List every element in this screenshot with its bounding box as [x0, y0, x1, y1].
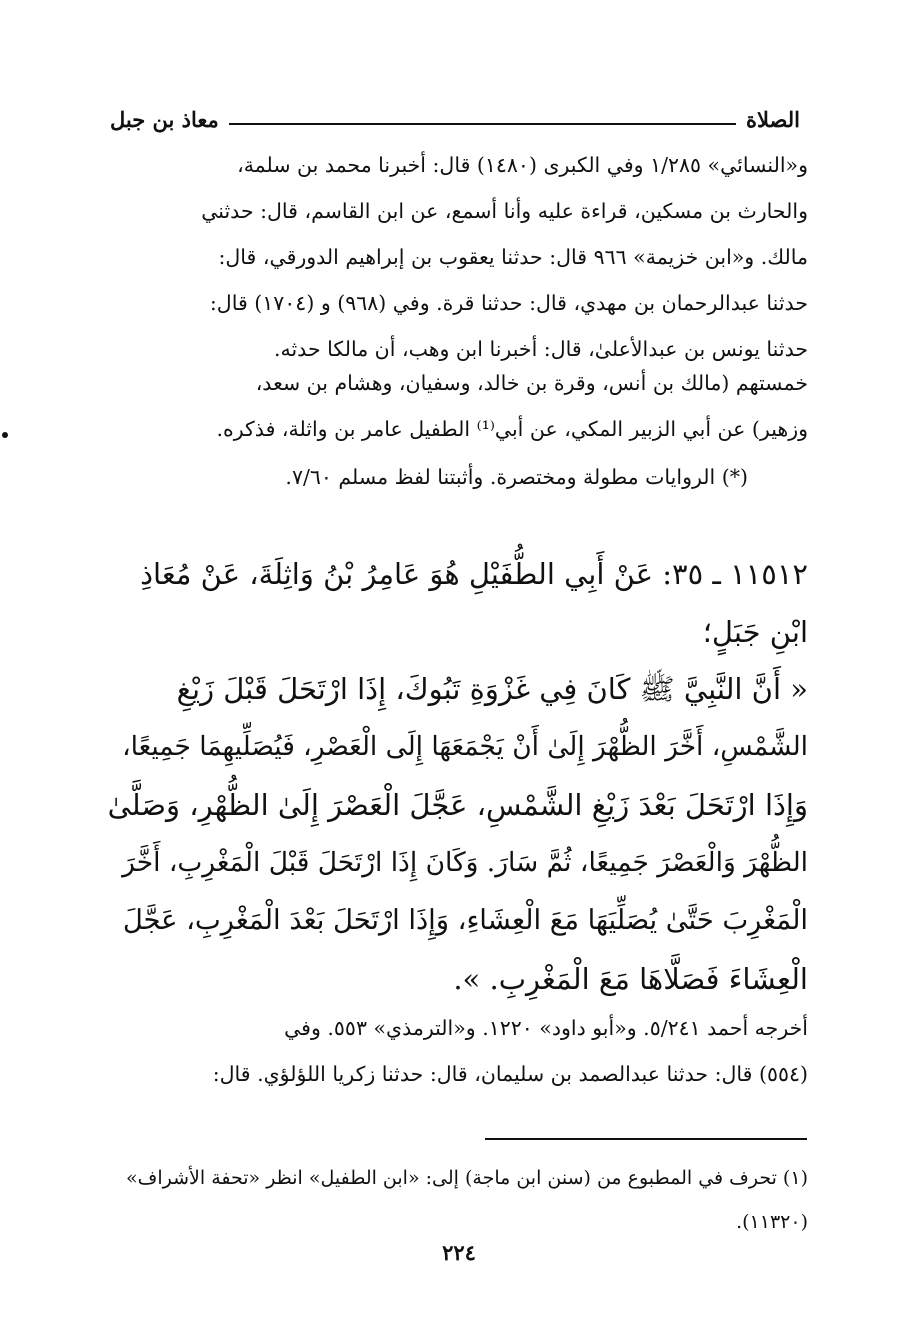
text-line: ١١٥١٢ ـ ٣٥: عَنْ أَبِي الطُّفَيْلِ هُوَ عَامِرُ بْنُ وَاثِلَةَ، عَنْ مُعَاذِ — [140, 557, 808, 591]
text-line: الْمَغْرِبَ حَتَّىٰ يُصَلِّيَهَا مَعَ الْعِشَاءِ، وَإِذَا ارْتَحَلَ بَعْدَ الْمَغْرِبِ، عَجَّلَ — [122, 905, 808, 936]
text-line: أخرجه أحمد ٥/٢٤١. و«أبو داود» ١٢٢٠. و«الترمذي» ٥٥٣. وفي — [284, 1016, 808, 1040]
text-line: (*) الروايات مطولة ومختصرة. وأثبتنا لفظ مسلم ٧/٦٠. — [285, 465, 748, 489]
text-line: وزهير) عن أبي الزبير المكي، عن أبي⁽¹⁾ الطفيل عامر بن واثلة، فذكره. — [216, 417, 808, 441]
header-rule — [229, 123, 736, 125]
text-line: الظُّهْرَ وَالْعَصْرَ جَمِيعًا، ثُمَّ سَارَ. وَكَانَ إِذَا ارْتَحَلَ قَبْلَ الْمَغْرِبِ، أَخَّرَ — [122, 847, 808, 878]
text-line: حدثنا عبدالرحمان بن مهدي، قال: حدثنا قرة. وفي (٩٦٨) و (١٧٠٤) قال: — [209, 291, 808, 315]
margin-mark — [2, 432, 8, 438]
text-line: خمستهم (مالك بن أنس، وقرة بن خالد، وسفيان، وهشام بن سعد، — [255, 371, 808, 395]
narrator-title: معاذ بن جبل — [110, 107, 219, 132]
text-line: وَإِذَا ارْتَحَلَ بَعْدَ زَيْغِ الشَّمْسِ، عَجَّلَ الْعَصْرَ إِلَىٰ الظُّهْرِ، وَصَلَّىٰ — [107, 788, 808, 822]
text-line: الشَّمْسِ، أَخَّرَ الظُّهْرَ إِلَىٰ أَنْ يَجْمَعَهَا إِلَى الْعَصْرِ، فَيُصَلِّيهِمَا جَمِيعًا، — [122, 732, 808, 762]
narrators-paragraph — [108, 360, 808, 452]
footnote-separator — [485, 1138, 807, 1140]
text-line: « أَنَّ النَّبِيَّ ﷺ كَانَ فِي غَزْوَةِ تَبُوكَ، إِذَا ارْتَحَلَ قَبْلَ زَيْغِ — [176, 672, 808, 706]
footnote — [108, 1156, 808, 1244]
text-line: حدثنا يونس بن عبدالأعلىٰ، قال: أخبرنا ابن وهب، أن مالكا حدثه. — [273, 337, 808, 361]
text-line: (٥٥٤) قال: حدثنا عبدالصمد بن سليمان، قال: حدثنا زكريا اللؤلؤي. قال: — [212, 1062, 808, 1086]
text-line: و«النسائي» ١/٢٨٥ وفي الكبرى (١٤٨٠) قال: أخبرنا محمد بن سلمة، — [237, 153, 808, 177]
chapter-title: الصلاة — [746, 107, 800, 132]
running-header — [110, 92, 800, 132]
hadith-text — [108, 660, 808, 1008]
text-line: (١١٣٢٠). — [736, 1211, 808, 1233]
star-note — [108, 454, 748, 500]
takhrij-paragraph — [108, 1005, 808, 1097]
hadith-heading — [108, 545, 808, 661]
page-number: ٢٢٤ — [442, 1240, 476, 1265]
text-line: مالك. و«ابن خزيمة» ٩٦٦ قال: حدثنا يعقوب بن إبراهيم الدورقي، قال: — [218, 245, 808, 269]
source-paragraph — [108, 142, 808, 372]
text-line: والحارث بن مسكين، قراءة عليه وأنا أسمع، عن ابن القاسم، قال: حدثني — [201, 199, 808, 223]
text-line: الْعِشَاءَ فَصَلَّاهَا مَعَ الْمَغْرِبِ. ». — [453, 962, 808, 996]
text-line: (١) تحرف في المطبوع من (سنن ابن ماجة) إلى: «ابن الطفيل» انظر «تحفة الأشراف» — [126, 1167, 808, 1189]
text-line: ابْنِ جَبَلٍ؛ — [702, 615, 808, 649]
